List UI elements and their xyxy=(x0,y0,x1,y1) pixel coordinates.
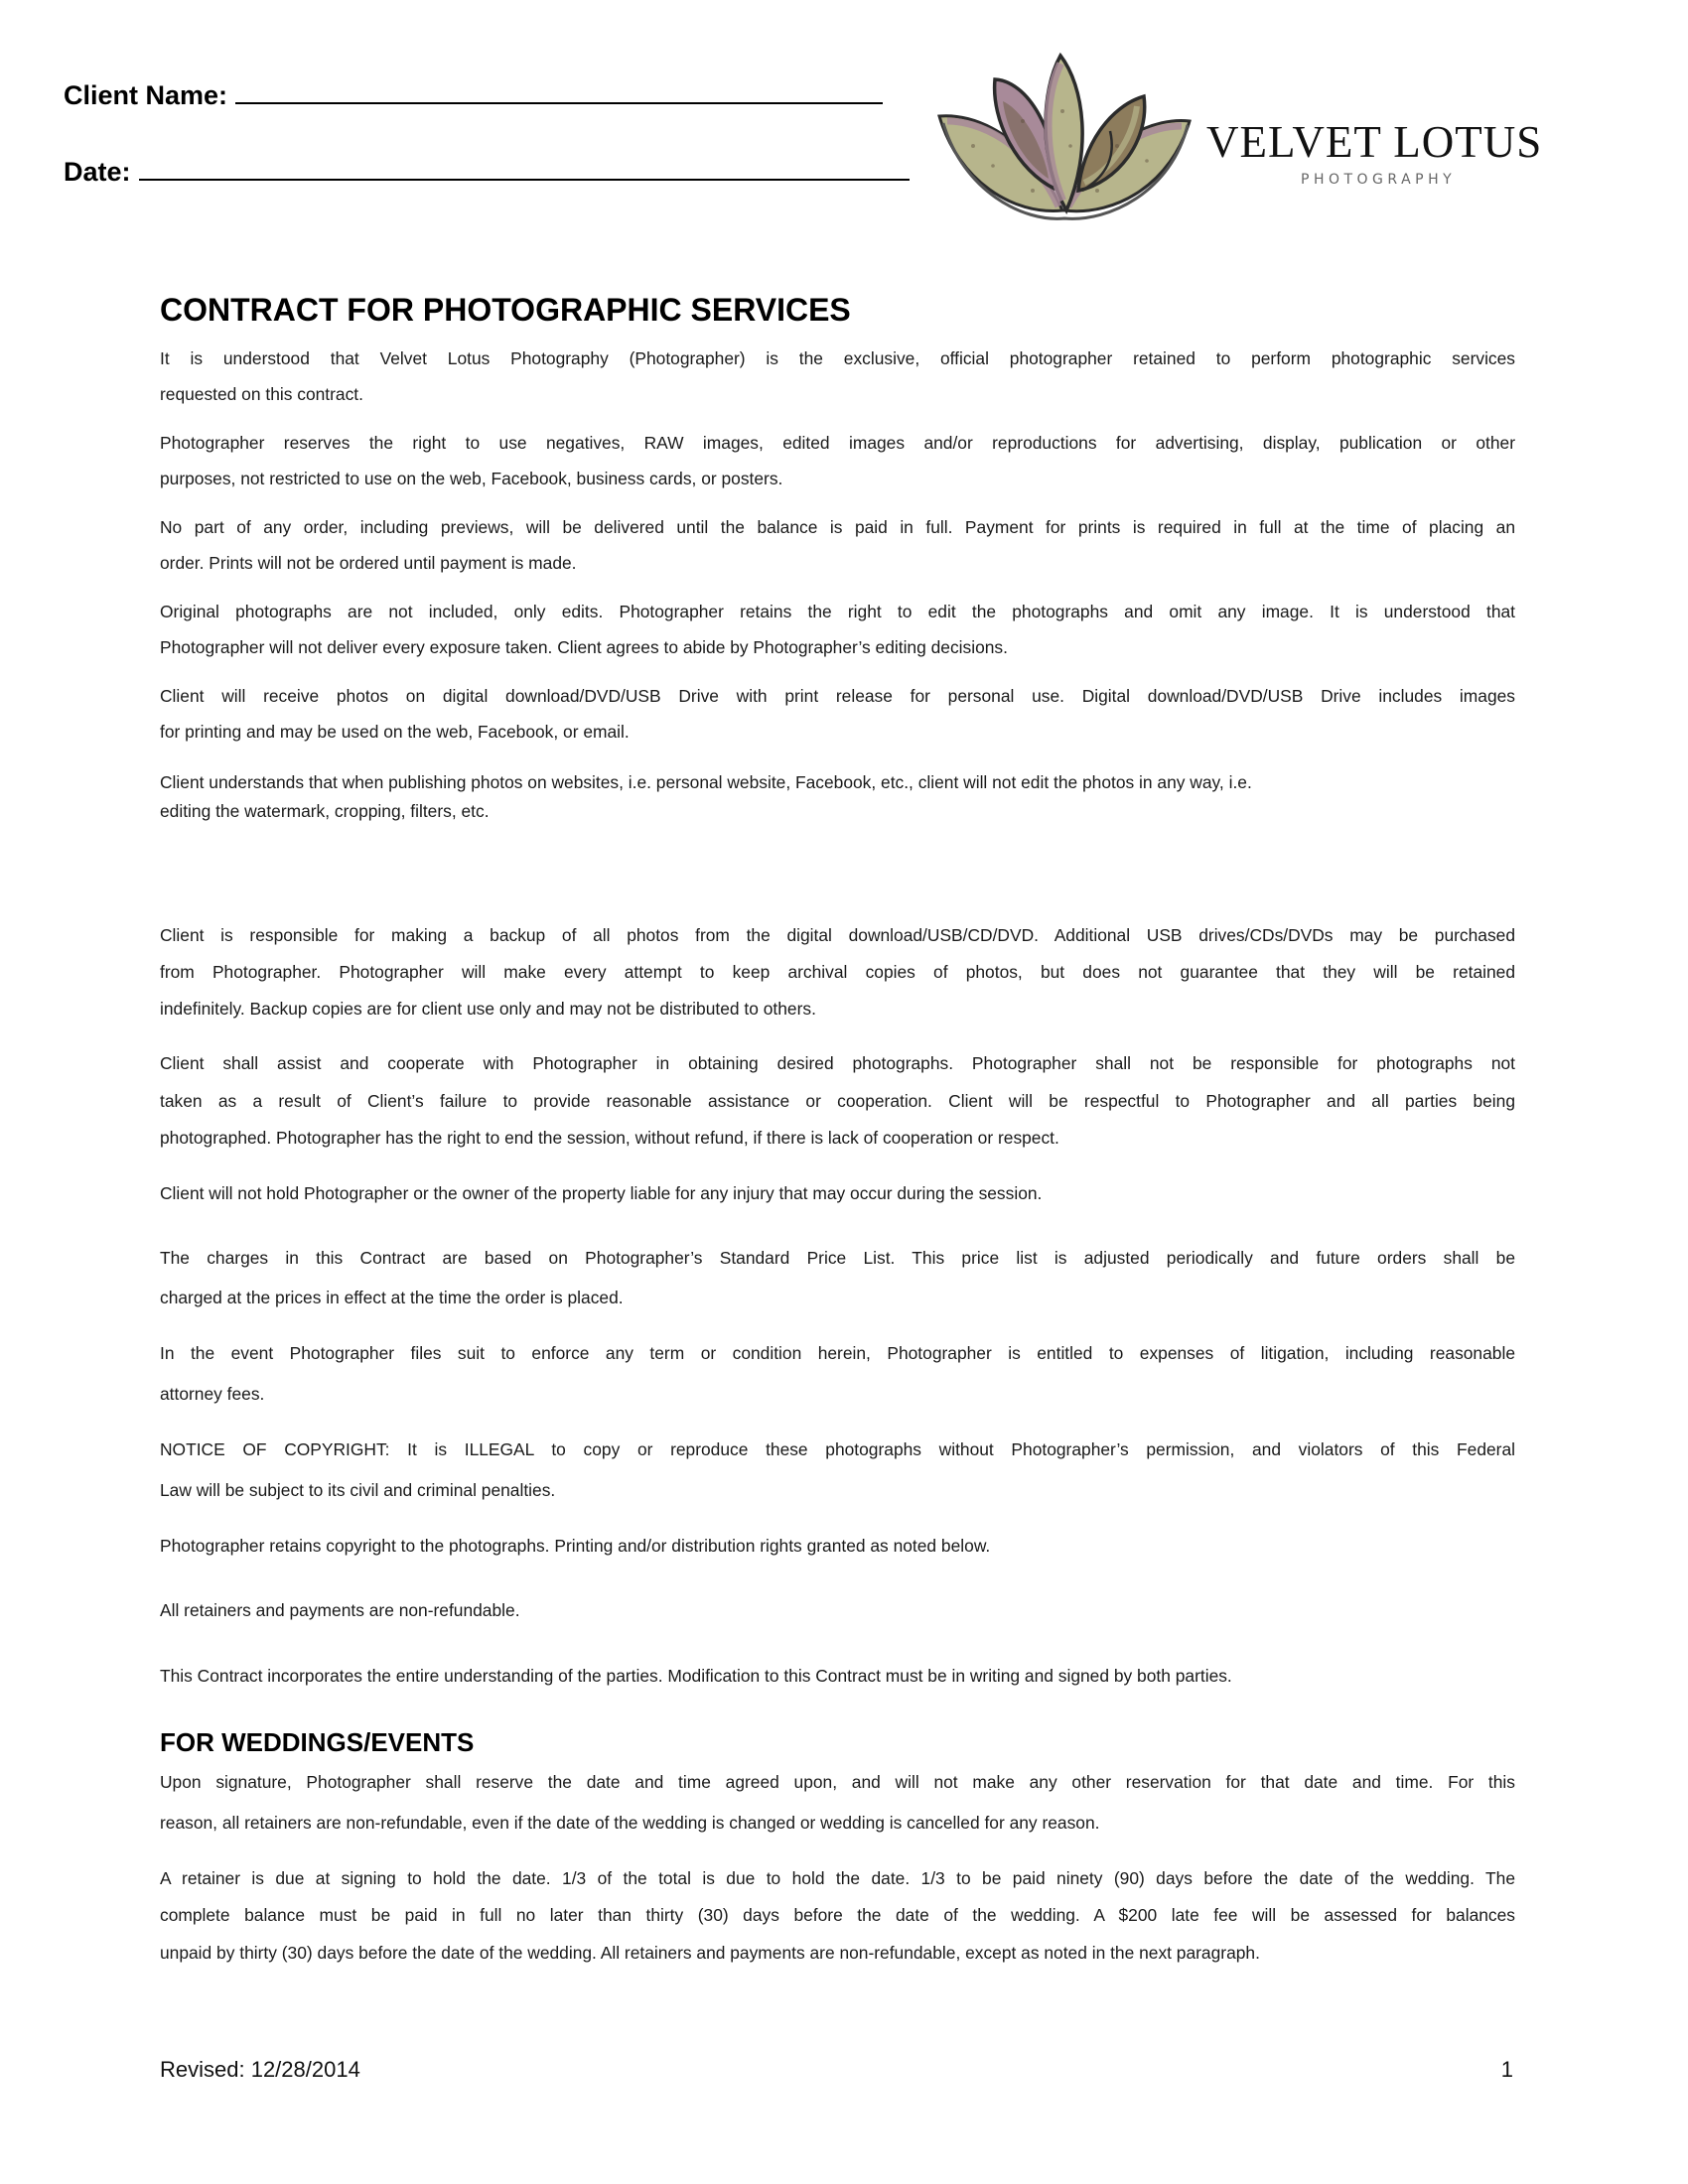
paragraph-line: Upon signature, Photographer shall reserve the date and time agreed upon, and will not make any other reservation for that date and time. For this xyxy=(160,1772,1515,1792)
paragraph-line: Client will receive photos on digital download/DVD/USB Drive with print release for personal use. Digital download/DVD/USB Drive includes images xyxy=(160,686,1515,706)
paragraph-line: In the event Photographer files suit to enforce any term or condition herein, Photographer is entitled to expenses of litigation, including reasonable xyxy=(160,1343,1515,1363)
paragraph-line: indefinitely. Backup copies are for client use only and may not be distributed to others. xyxy=(160,999,816,1019)
paragraph-line: NOTICE OF COPYRIGHT: It is ILLEGAL to copy or reproduce these photographs without Photographer’s permission, and violators of this Federal xyxy=(160,1439,1515,1459)
date-label: Date: xyxy=(64,157,131,187)
paragraph-line: taken as a result of Client’s failure to provide reasonable assistance or cooperation. Client will be respectful to Photographer and all parties being xyxy=(160,1091,1515,1111)
paragraph-line: charged at the prices in effect at the time the order is placed. xyxy=(160,1288,624,1307)
velvet-lotus-logo xyxy=(933,52,1569,222)
paragraph-line: Client shall assist and cooperate with Photographer in obtaining desired photographs. Photographer shall not be responsible for photographs not xyxy=(160,1053,1515,1073)
paragraph-line: order. Prints will not be ordered until payment is made. xyxy=(160,553,577,573)
paragraph-line: from Photographer. Photographer will make every attempt to keep archival copies of photos, but does not guarantee that they will be retained xyxy=(160,962,1515,982)
paragraph-line: Photographer will not deliver every exposure taken. Client agrees to abide by Photographer’s editing decisions. xyxy=(160,637,1008,657)
page-title: CONTRACT FOR PHOTOGRAPHIC SERVICES xyxy=(160,292,851,328)
paragraph-line: All retainers and payments are non-refundable. xyxy=(160,1600,520,1620)
paragraph-line: Client is responsible for making a backup of all photos from the digital download/USB/CD/DVD. Additional USB drives/CDs/DVDs may be purchased xyxy=(160,925,1515,945)
lotus-flower-icon xyxy=(933,52,1196,222)
client-name-field xyxy=(64,77,883,113)
client-name-label: Client Name: xyxy=(64,80,228,110)
paragraph-line: purposes, not restricted to use on the web, Facebook, business cards, or posters. xyxy=(160,469,783,488)
paragraph-line: Photographer retains copyright to the photographs. Printing and/or distribution rights granted as noted below. xyxy=(160,1536,991,1556)
paragraph-line: reason, all retainers are non-refundable, even if the date of the wedding is changed or wedding is cancelled for any reason. xyxy=(160,1813,1100,1833)
paragraph-line: It is understood that Velvet Lotus Photography (Photographer) is the exclusive, official photographer retained to perform photographic services xyxy=(160,348,1515,368)
client-name-blank-line[interactable] xyxy=(235,78,883,104)
paragraph-line: for printing and may be used on the web, Facebook, or email. xyxy=(160,722,630,742)
paragraph-line: The charges in this Contract are based on Photographer’s Standard Price List. This price list is adjusted periodically and future orders shall be xyxy=(160,1248,1515,1268)
paragraph-line: Client will not hold Photographer or the owner of the property liable for any injury that may occur during the session. xyxy=(160,1183,1043,1203)
paragraph-line: unpaid by thirty (30) days before the date of the wedding. All retainers and payments are non-refundable, except as noted in the next paragraph. xyxy=(160,1943,1260,1963)
date-blank-line[interactable] xyxy=(139,155,910,181)
paragraph-line: Law will be subject to its civil and criminal penalties. xyxy=(160,1480,556,1500)
revised-date: Revised: 12/28/2014 xyxy=(160,2057,360,2082)
paragraph-line: No part of any order, including previews, will be delivered until the balance is paid in full. Payment for prints is required in full at the time of placing an xyxy=(160,517,1515,537)
paragraph-line: complete balance must be paid in full no later than thirty (30) days before the date of the wedding. A $200 late fee will be assessed for balances xyxy=(160,1905,1515,1925)
brand-subtitle: PHOTOGRAPHY xyxy=(1301,172,1457,188)
section-heading-weddings: FOR WEDDINGS/EVENTS xyxy=(160,1727,475,1757)
paragraph-line: requested on this contract. xyxy=(160,384,363,404)
paragraph-line: editing the watermark, cropping, filters, etc. xyxy=(160,801,490,821)
paragraph-line: Client understands that when publishing photos on websites, i.e. personal website, Facebook, etc., client will not edit the photos in any way, i.e. xyxy=(160,772,1252,792)
paragraph-line: photographed. Photographer has the right to end the session, without refund, if there is lack of cooperation or respect. xyxy=(160,1128,1059,1148)
page-number: 1 xyxy=(1500,2057,1513,2082)
date-field xyxy=(64,154,910,190)
brand-name: VELVET LOTUS xyxy=(1206,117,1543,167)
paragraph-line: A retainer is due at signing to hold the date. 1/3 of the total is due to hold the date. 1/3 to be paid ninety (90) days before the date of the wedding. The xyxy=(160,1868,1515,1888)
paragraph-line: attorney fees. xyxy=(160,1384,265,1404)
paragraph-line: Photographer reserves the right to use negatives, RAW images, edited images and/or reproductions for advertising, display, publication or other xyxy=(160,433,1515,453)
paragraph-line: This Contract incorporates the entire understanding of the parties. Modification to this Contract must be in writing and signed by both parties. xyxy=(160,1666,1232,1686)
paragraph-line: Original photographs are not included, only edits. Photographer retains the right to edit the photographs and omit any image. It is understood that xyxy=(160,602,1515,621)
